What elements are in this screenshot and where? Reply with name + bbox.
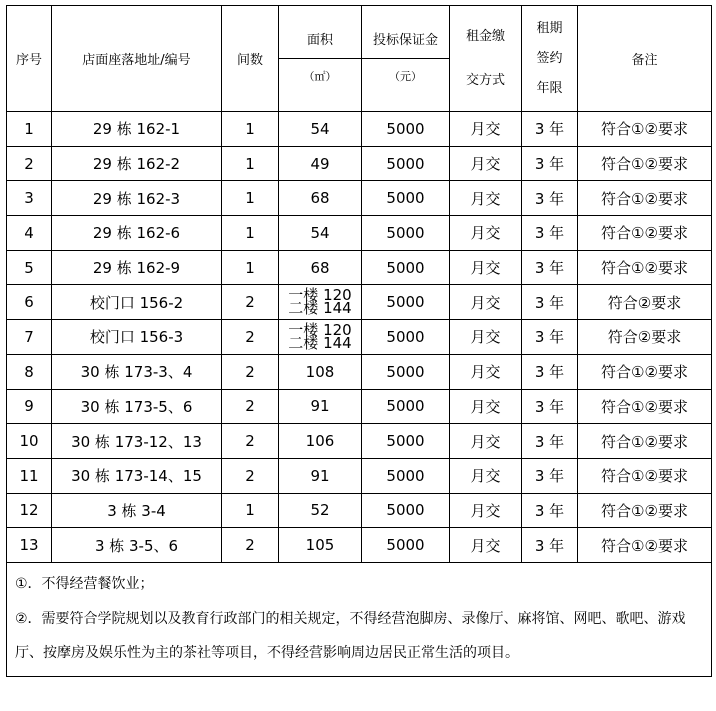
cell-seq: 8 [7,354,52,389]
cell-remarks: 符合①②要求 [578,181,712,216]
header-term-line: 签约 [536,50,563,66]
cell-payment: 月交 [450,493,522,528]
header-deposit-label: 投标保证金 [372,33,438,48]
cell-address: 29 栋 162-6 [52,216,222,251]
header-remarks: 备注 [578,6,712,112]
cell-term: 3 年 [522,285,578,320]
cell-area: 68 [279,181,362,216]
cell-term: 3 年 [522,493,578,528]
cell-remarks: 符合①②要求 [578,146,712,181]
cell-term: 3 年 [522,112,578,147]
cell-seq: 1 [7,112,52,147]
shop-rental-table [6,5,712,677]
table-row [7,458,712,493]
cell-seq: 2 [7,146,52,181]
cell-units: 2 [222,285,279,320]
cell-area [279,285,362,320]
header-area [279,6,362,112]
cell-address: 30 栋 173-14、15 [52,458,222,493]
cell-remarks: 符合①②要求 [578,458,712,493]
cell-deposit: 5000 [362,250,450,285]
cell-payment: 月交 [450,354,522,389]
cell-payment: 月交 [450,424,522,459]
header-term [522,6,578,112]
table-row [7,112,712,147]
cell-seq: 4 [7,216,52,251]
cell-payment: 月交 [450,216,522,251]
cell-address: 30 栋 173-5、6 [52,389,222,424]
cell-term: 3 年 [522,320,578,355]
footnotes-row [7,562,712,676]
cell-address: 校门口 156-2 [52,285,222,320]
cell-term: 3 年 [522,528,578,563]
table-row [7,216,712,251]
cell-area: 54 [279,112,362,147]
cell-deposit: 5000 [362,424,450,459]
table-row [7,528,712,563]
footnote-1: ①．不得经营餐饮业； [15,575,154,592]
cell-remarks: 符合②要求 [578,320,712,355]
table-row [7,354,712,389]
cell-deposit: 5000 [362,458,450,493]
cell-seq: 10 [7,424,52,459]
table-row [7,250,712,285]
header-term-line: 租期 [536,20,563,36]
cell-address: 3 栋 3-5、6 [52,528,222,563]
cell-seq: 3 [7,181,52,216]
cell-area: 91 [279,458,362,493]
cell-seq: 6 [7,285,52,320]
cell-term: 3 年 [522,181,578,216]
cell-units: 1 [222,250,279,285]
cell-payment: 月交 [450,181,522,216]
cell-address: 30 栋 173-3、4 [52,354,222,389]
cell-area: 106 [279,424,362,459]
cell-area-line: 二楼 144 [288,299,352,318]
cell-payment: 月交 [450,250,522,285]
cell-payment: 月交 [450,528,522,563]
cell-address: 30 栋 173-12、13 [52,424,222,459]
cell-deposit: 5000 [362,112,450,147]
footnote-2: ②．需要符合学院规划以及教育行政部门的相关规定，不得经营泡脚房、录像厅、麻将馆、网吧、歌吧、游戏厅、按摩房及娱乐性为主的茶社等项目，不得经营影响周边居民正常生活的项目。 [15,610,686,661]
cell-remarks: 符合①②要求 [578,112,712,147]
table-row [7,320,712,355]
cell-area: 105 [279,528,362,563]
cell-units: 1 [222,216,279,251]
header-address: 店面座落地址/编号 [52,6,222,112]
cell-seq: 13 [7,528,52,563]
cell-term: 3 年 [522,354,578,389]
cell-area-line: 一楼 120 [288,286,352,305]
cell-payment: 月交 [450,320,522,355]
cell-units: 1 [222,493,279,528]
cell-area [279,320,362,355]
header-row [7,6,712,112]
table-row [7,389,712,424]
cell-units: 2 [222,389,279,424]
cell-term: 3 年 [522,458,578,493]
table-row [7,146,712,181]
table-row [7,181,712,216]
cell-remarks: 符合①②要求 [578,250,712,285]
cell-payment: 月交 [450,285,522,320]
cell-seq: 9 [7,389,52,424]
cell-units: 2 [222,320,279,355]
cell-units: 1 [222,112,279,147]
header-payment-line: 租金缴 [465,28,505,44]
cell-area-line: 一楼 120 [288,320,352,339]
cell-payment: 月交 [450,112,522,147]
cell-payment: 月交 [450,389,522,424]
cell-area: 68 [279,250,362,285]
cell-deposit: 5000 [362,493,450,528]
table-row [7,285,712,320]
cell-remarks: 符合①②要求 [578,528,712,563]
cell-deposit: 5000 [362,181,450,216]
header-payment [450,6,522,112]
cell-payment: 月交 [450,458,522,493]
cell-term: 3 年 [522,424,578,459]
cell-units: 2 [222,424,279,459]
cell-term: 3 年 [522,146,578,181]
cell-remarks: 符合①②要求 [578,424,712,459]
header-payment-line: 交方式 [465,72,505,88]
cell-area: 54 [279,216,362,251]
cell-address: 3 栋 3-4 [52,493,222,528]
cell-address: 校门口 156-3 [52,320,222,355]
table-row [7,424,712,459]
header-area-label: 面积 [306,33,333,48]
cell-area: 52 [279,493,362,528]
cell-term: 3 年 [522,216,578,251]
cell-term: 3 年 [522,389,578,424]
cell-deposit: 5000 [362,216,450,251]
header-deposit-unit: （元） [362,58,449,94]
cell-units: 2 [222,528,279,563]
cell-remarks: 符合①②要求 [578,354,712,389]
cell-seq: 7 [7,320,52,355]
cell-address: 29 栋 162-3 [52,181,222,216]
footnotes-cell [7,562,712,676]
header-deposit [362,6,450,112]
cell-address: 29 栋 162-1 [52,112,222,147]
cell-units: 1 [222,146,279,181]
cell-deposit: 5000 [362,285,450,320]
cell-deposit: 5000 [362,320,450,355]
cell-area: 108 [279,354,362,389]
cell-address: 29 栋 162-2 [52,146,222,181]
header-term-line: 年限 [536,80,563,96]
cell-area: 91 [279,389,362,424]
cell-seq: 11 [7,458,52,493]
header-units: 间数 [222,6,279,112]
cell-area: 49 [279,146,362,181]
cell-deposit: 5000 [362,146,450,181]
cell-deposit: 5000 [362,354,450,389]
cell-area-line: 二楼 144 [288,333,352,352]
header-seq: 序号 [7,6,52,112]
cell-seq: 12 [7,493,52,528]
header-area-unit: （㎡） [279,58,361,94]
cell-remarks: 符合①②要求 [578,216,712,251]
cell-deposit: 5000 [362,528,450,563]
cell-term: 3 年 [522,250,578,285]
cell-remarks: 符合②要求 [578,285,712,320]
cell-deposit: 5000 [362,389,450,424]
cell-remarks: 符合①②要求 [578,389,712,424]
table-row [7,493,712,528]
cell-units: 1 [222,181,279,216]
cell-units: 2 [222,458,279,493]
cell-address: 29 栋 162-9 [52,250,222,285]
cell-seq: 5 [7,250,52,285]
table-body [7,112,712,563]
cell-remarks: 符合①②要求 [578,493,712,528]
cell-units: 2 [222,354,279,389]
cell-payment: 月交 [450,146,522,181]
